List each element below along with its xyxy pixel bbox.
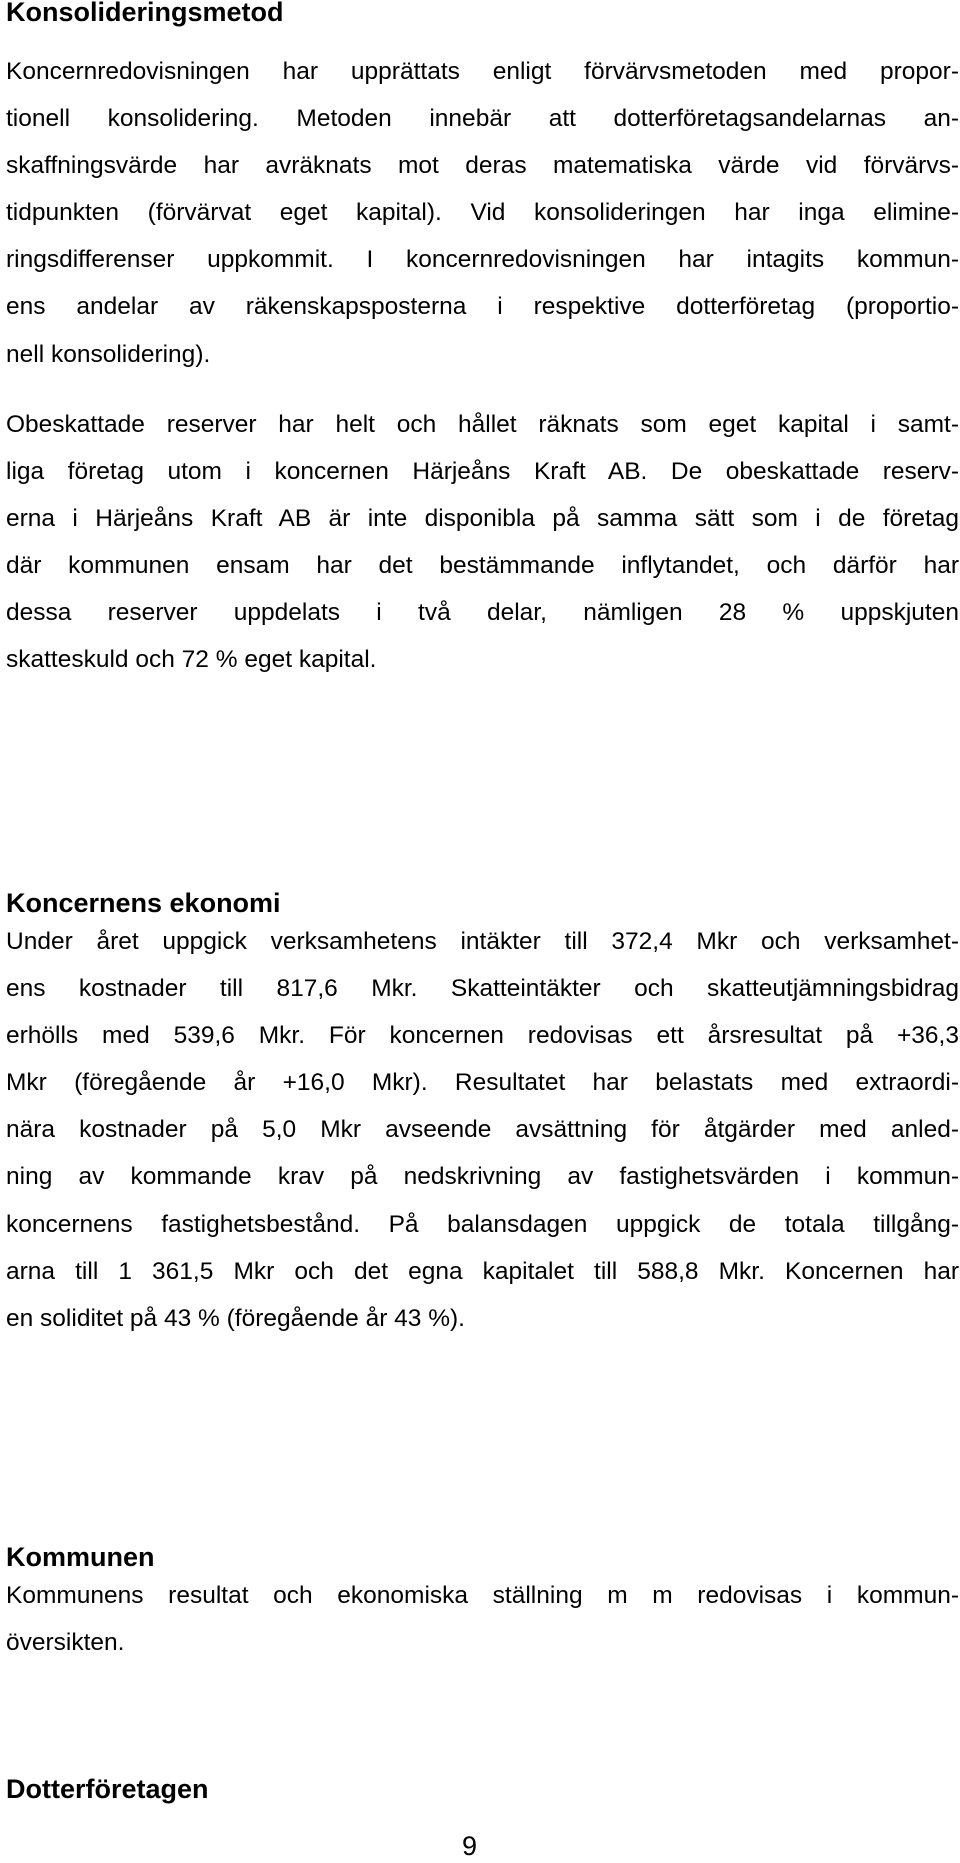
section-heading-koncernens-ekonomi: Koncernens ekonomi [6,888,281,918]
text-line: en soliditet på 43 % (föregående år 43 %). [6,1304,465,1332]
paragraph-koncernens-ekonomi [6,918,959,1342]
text-line: erhölls med 539,6 Mkr. För koncernen redovisas ett årsresultat på +36,3 [6,1022,959,1050]
text-line: ning av kommande krav på nedskrivning av fastighetsvärden i kommun- [6,1163,959,1191]
section-heading-dotterforetagen: Dotterföretagen [6,1774,209,1804]
text-line: koncernens fastighetsbestånd. På balansdagen uppgick de totala tillgång- [6,1210,959,1238]
paragraph-konsolideringsmetod-1 [6,48,959,378]
text-line: Koncernredovisningen har upprättats enligt förvärvsmetoden med propor- [6,58,959,85]
text-line: tidpunkten (förvärvat eget kapital). Vid konsolideringen har inga elimine- [6,199,959,227]
text-line: skatteskuld och 72 % eget kapital. [6,646,377,674]
text-line: översikten. [6,1629,125,1657]
text-line: skaffningsvärde har avräknats mot deras matematiska värde vid förvärvs- [6,152,959,180]
text-line: Obeskattade reserver har helt och hållet räknats som eget kapital i samt- [6,411,959,438]
section-heading-kommunen: Kommunen [6,1542,155,1572]
text-line: Under året uppgick verksamhetens intäkter till 372,4 Mkr och verksamhet- [6,928,959,955]
text-line: arna till 1 361,5 Mkr och det egna kapitalet till 588,8 Mkr. Koncernen har [6,1257,959,1285]
text-line: liga företag utom i koncernen Härjeåns Kraft AB. De obeskattade reserv- [6,458,959,486]
paragraph-kommunen [6,1572,959,1666]
text-line: ens kostnader till 817,6 Mkr. Skatteintäkter och skatteutjämningsbidrag [6,975,959,1003]
text-line: erna i Härjeåns Kraft AB är inte disponibla på samma sätt som i de företag [6,505,959,533]
section-heading-konsolideringsmetod: Konsolideringsmetod [6,0,284,27]
text-line: tionell konsolidering. Metoden innebär att dotterföretagsandelarnas an- [6,105,959,133]
text-line: där kommunen ensam har det bestämmande inflytandet, och därför har [6,552,959,580]
text-line: ens andelar av räkenskapsposterna i respektive dotterföretag (proportio- [6,293,959,321]
text-line: ringsdifferenser uppkommit. I koncernredovisningen har intagits kommun- [6,246,959,274]
text-line: dessa reserver uppdelats i två delar, nämligen 28 % uppskjuten [6,599,959,627]
page-number: 9 [462,1831,478,1861]
paragraph-konsolideringsmetod-2 [6,401,959,684]
text-line: nell konsolidering). [6,340,211,368]
text-line: nära kostnader på 5,0 Mkr avseende avsättning för åtgärder med anled- [6,1116,959,1144]
text-line: Mkr (föregående år +16,0 Mkr). Resultatet har belastats med extraordi- [6,1069,959,1097]
text-line: Kommunens resultat och ekonomiska ställning m m redovisas i kommun- [6,1582,959,1609]
